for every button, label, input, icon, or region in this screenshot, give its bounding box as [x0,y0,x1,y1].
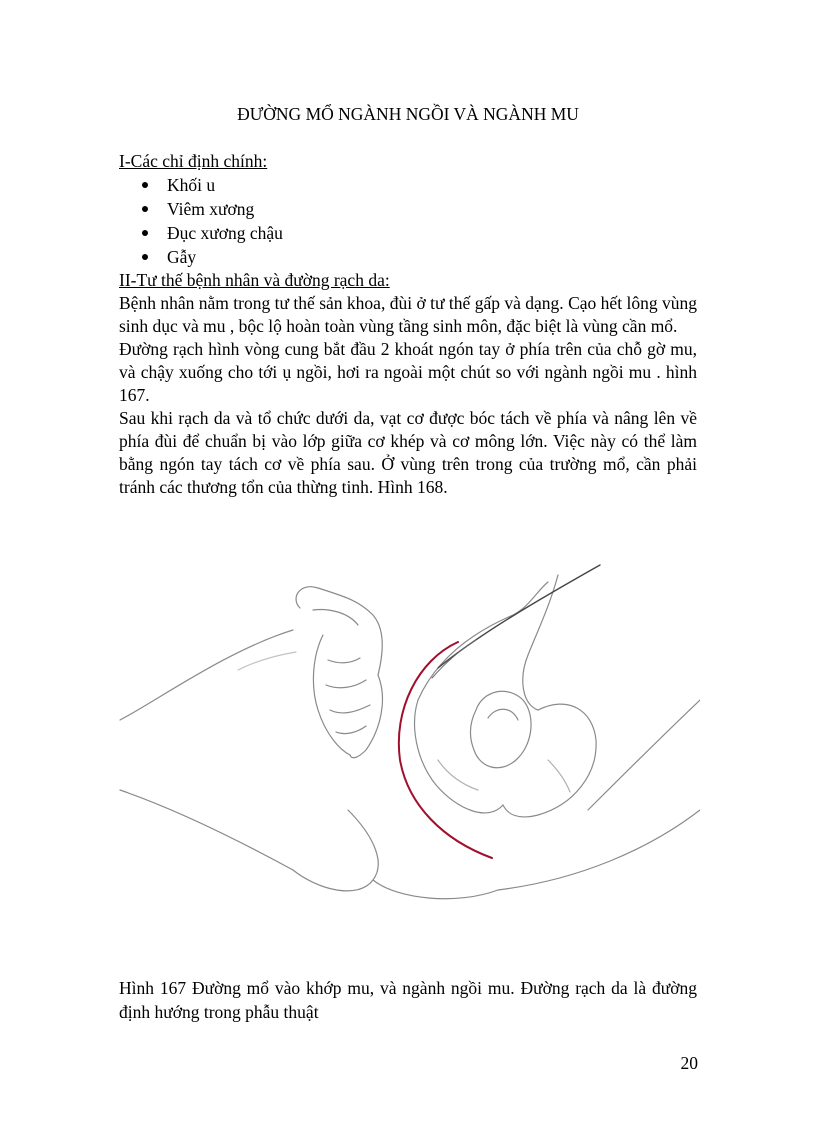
bullet-icon [142,254,148,260]
indications-list [119,173,283,269]
bullet-icon [142,206,148,212]
paragraph: Bệnh nhân nằm trong tư thế sản khoa, đùi ở tư thế gấp và dạng. Cạo hết lông vùng sinh dục và mu , bộc lộ hoàn toàn vùng tầng sinh môn, đặc biệt là vùng cần mổ. [119,293,697,336]
section-heading-position: II-Tư thế bệnh nhân và đường rạch da: [119,270,390,290]
paragraph: Đường rạch hình vòng cung bắt đầu 2 khoát ngón tay ở phía trên của chỗ gờ mu, và chậy xuống cho tới ụ ngồi, hơi ra ngoài một chút so với ngành ngồi mu . hình 167. [119,339,697,405]
page-number: 20 [680,1053,698,1073]
bullet-icon [142,230,148,236]
page-title: ĐƯỜNG MỔ NGÀNH NGỒI VÀ NGÀNH MU [237,104,579,124]
list-item: Khối u [119,173,283,197]
list-item: Gẫy [119,245,283,269]
figure-caption: Hình 167 Đường mổ vào khớp mu, và ngành ngồi mu. Đường rạch da là đường định hướng trong phẫu thuật [119,978,697,1022]
body-text [119,292,697,499]
list-item: Đục xương chậu [119,221,283,245]
surgical-illustration [118,560,700,922]
paragraph: Sau khi rạch da và tổ chức dưới da, vạt cơ được bóc tách về phía và nâng lên về phía đùi để chuẩn bị vào lớp giữa cơ khép và cơ mông lớn. Việc này có thể làm bằng ngón tay tách cơ về phía sau. Ở vùng trên trong của trường mổ, cần phải tránh các thương tổn của thừng tinh. Hình 168. [119,408,697,497]
list-item: Viêm xương [119,197,283,221]
incision-line [399,642,492,858]
section-heading-indications: I-Các chỉ định chính: [119,151,268,171]
bullet-icon [142,182,148,188]
